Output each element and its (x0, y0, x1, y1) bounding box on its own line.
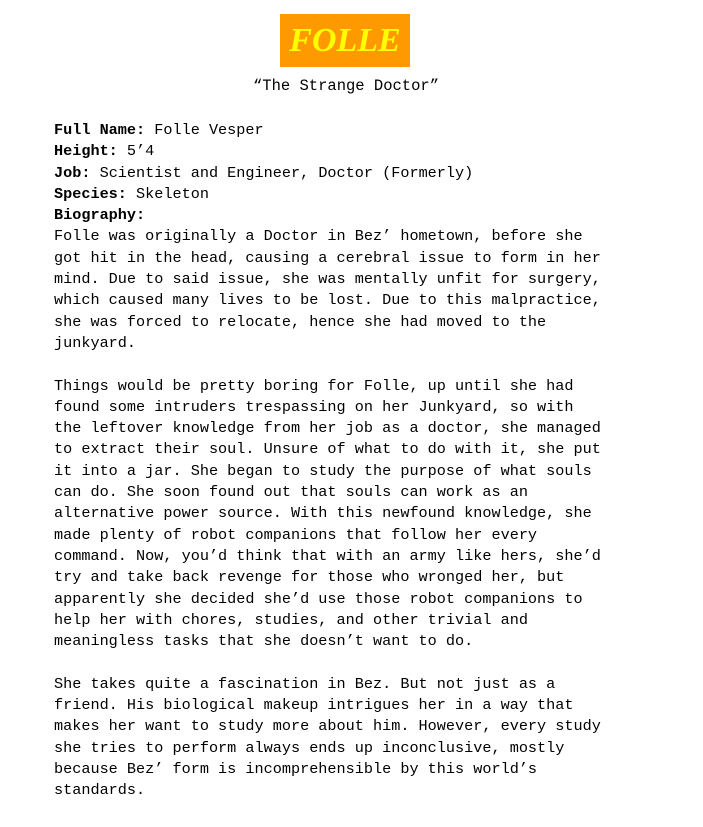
text-line: junkyard. (54, 333, 137, 352)
text-line: got hit in the head, causing a cerebral issue to form in her (54, 248, 601, 267)
field-species (54, 184, 654, 205)
text-line: alternative power source. With this newfound knowledge, she (54, 504, 592, 523)
text-line: standards. (54, 781, 146, 800)
field-label: Job: (54, 163, 91, 182)
text-line: the leftover knowledge from her job as a doctor, she managed (54, 419, 601, 438)
text-line: she tries to perform always ends up inconclusive, mostly (54, 738, 565, 757)
title-banner (280, 14, 410, 67)
field-biography (54, 205, 654, 226)
field-value: Folle Vesper (145, 121, 264, 139)
text-line: Folle was originally a Doctor in Bez’ hometown, before she (54, 227, 583, 246)
biography-paragraph-2 (54, 376, 654, 653)
field-value: Scientist and Engineer, Doctor (Formerly) (90, 163, 474, 182)
paragraph-gap (54, 354, 654, 375)
text-line: which caused many lives to be lost. Due to this malpractice, (54, 291, 601, 310)
text-line: mind. Due to said issue, she was mentally unfit for surgery, (54, 270, 601, 289)
text-line: Things would be pretty boring for Folle, up until she had (54, 376, 574, 395)
text-line: makes her want to study more about him. However, every study (54, 717, 601, 736)
character-sheet (54, 120, 654, 802)
text-line: found some intruders trespassing on her Junkyard, so with (54, 397, 574, 416)
text-line: try and take back revenge for those who wronged her, but (54, 568, 565, 587)
field-height (54, 141, 654, 162)
text-line: because Bez’ form is incomprehensible by this world’s (54, 759, 538, 778)
field-job (54, 163, 654, 184)
document-subtitle: “The Strange Doctor” (252, 77, 440, 95)
text-line: to extract their soul. Unsure of what to do with it, she put (54, 440, 601, 459)
field-value: Skeleton (126, 184, 209, 203)
biography-paragraph-3 (54, 674, 654, 802)
text-line: made plenty of robot companions that follow her every (54, 525, 538, 544)
text-line: can do. She soon found out that souls can work as an (54, 483, 528, 502)
field-label: Height: (54, 142, 118, 161)
field-label: Biography: (54, 206, 146, 225)
field-full-name (54, 120, 654, 141)
text-line: it into a jar. She began to study the purpose of what souls (54, 461, 592, 480)
field-label: Full Name: (54, 121, 146, 139)
field-value: 5’4 (117, 142, 155, 161)
text-line: She takes quite a fascination in Bez. But not just as a (54, 674, 556, 693)
text-line: command. Now, you’d think that with an army like hers, she’d (54, 546, 601, 565)
text-line: she was forced to relocate, hence she had moved to the (54, 312, 547, 331)
text-line: help her with chores, studies, and other trivial and (54, 610, 528, 629)
text-line: meaningless tasks that she doesn’t want to do. (54, 632, 474, 651)
biography-paragraph-1 (54, 226, 654, 354)
text-line: apparently she decided she’d use those robot companions to (54, 589, 583, 608)
field-label: Species: (54, 184, 127, 203)
paragraph-gap (54, 652, 654, 673)
text-line: friend. His biological makeup intrigues her in a way that (54, 696, 574, 715)
document-title: FOLLE (289, 21, 401, 59)
